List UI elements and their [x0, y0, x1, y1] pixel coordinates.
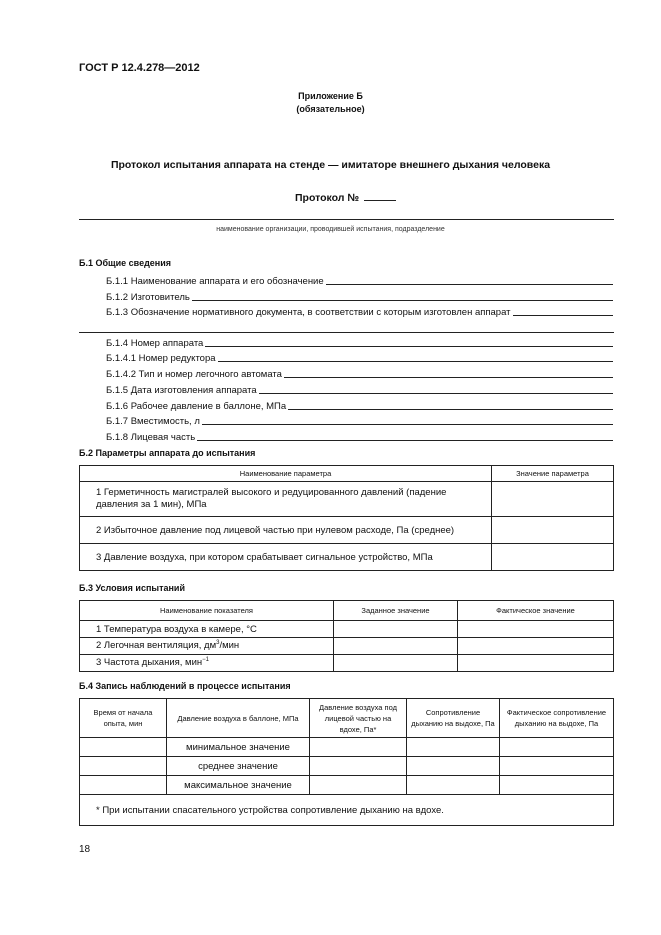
condition-unit: /мин [219, 640, 240, 652]
table-row [80, 776, 614, 795]
column-header: Фактическое значение [458, 601, 614, 621]
column-header: Наименование параметра [80, 466, 492, 482]
condition-actual-value [458, 655, 614, 672]
column-header: Наименование показателя [80, 601, 334, 621]
field-b1-4-1 [106, 351, 613, 364]
table-row [80, 757, 614, 776]
field-b1-6 [106, 399, 613, 412]
time-cell [80, 738, 167, 757]
inhale-pressure-cell [310, 738, 407, 757]
table-row [80, 621, 614, 638]
field-b1-3-continuation [79, 332, 614, 333]
column-header: Время от начала опыта, мин [80, 699, 167, 738]
field-line [288, 409, 613, 410]
parameter-name: 1 Герметичность магистралей высокого и редуцированного давлений (падение давления за 1 мин), МПа [80, 482, 492, 517]
condition-text: 3 Частота дыхания, мин [96, 657, 203, 669]
field-b1-3 [106, 305, 613, 318]
field-label: Б.1.4.2 Тип и номер легочного автомата [106, 369, 282, 380]
parameter-value [492, 544, 614, 571]
condition-target-value [334, 638, 458, 655]
conditions-table [79, 600, 614, 672]
table-row [80, 655, 614, 672]
table-row [80, 638, 614, 655]
column-header: Заданное значение [334, 601, 458, 621]
field-label: Б.1.2 Изготовитель [106, 292, 190, 303]
protocol-number-blank [364, 200, 396, 201]
table-row [80, 517, 614, 544]
condition-superscript: 3 [216, 640, 220, 647]
parameter-value [492, 517, 614, 544]
parameter-value [492, 482, 614, 517]
protocol-title: Протокол испытания аппарата на стенде — имитаторе внешнего дыхания человека [110, 159, 551, 171]
column-header: Давление воздуха под лицевой частью на вдохе, Па* [310, 699, 407, 738]
cylinder-pressure-cell: минимальное значение [167, 738, 310, 757]
footnote-row [80, 795, 614, 826]
section-b4-title: Б.4 Запись наблюдений в процессе испытания [79, 681, 291, 691]
field-label: Б.1.6 Рабочее давление в баллоне, МПа [106, 401, 287, 412]
field-line [197, 440, 613, 441]
condition-text: 1 Температура воздуха в камере, °С [96, 623, 257, 635]
inhale-pressure-cell [310, 757, 407, 776]
table-row [80, 544, 614, 571]
standard-code: ГОСТ Р 12.4.278—2012 [79, 62, 200, 74]
field-label: Б.1.7 Вместимость, л [106, 416, 200, 427]
column-header: Давление воздуха в баллоне, МПа [167, 699, 310, 738]
exhale-resistance-cell [407, 776, 500, 795]
page-number: 18 [79, 844, 91, 855]
field-line [326, 284, 613, 285]
field-label: Б.1.3 Обозначение нормативного документа, в соответствии с которым изготовлен аппарат [106, 307, 511, 318]
field-label: Б.1.5 Дата изготовления аппарата [106, 385, 257, 396]
exhale-resistance-cell [407, 757, 500, 776]
field-line [192, 300, 613, 301]
condition-text: 2 Легочная вентиляция, дм [96, 640, 217, 652]
appendix-note: (обязательное) [296, 104, 365, 114]
section-b3-title: Б.3 Условия испытаний [79, 583, 186, 593]
parameters-table [79, 465, 614, 571]
field-line [218, 361, 613, 362]
column-header: Фактическое сопротивление дыханию на выдохе, Па [500, 699, 614, 738]
condition-name [80, 655, 334, 672]
table-header-row [80, 466, 614, 482]
field-b1-7 [106, 414, 613, 427]
parameter-name: 3 Давление воздуха, при котором срабатывает сигнальное устройство, МПа [80, 544, 492, 571]
field-label: Б.1.8 Лицевая часть [106, 432, 196, 443]
field-b1-8 [106, 430, 613, 443]
field-label: Б.1.1 Наименование аппарата и его обозначение [106, 276, 324, 287]
condition-name [80, 638, 334, 655]
actual-resistance-cell [500, 738, 614, 757]
field-b1-1 [106, 274, 613, 287]
column-header: Значение параметра [492, 466, 614, 482]
condition-target-value [334, 621, 458, 638]
inhale-pressure-cell [310, 776, 407, 795]
condition-target-value [334, 655, 458, 672]
field-b1-2 [106, 290, 613, 303]
condition-superscript: −1 [202, 657, 209, 664]
section-b1-title: Б.1 Общие сведения [79, 258, 172, 268]
protocol-number [295, 192, 396, 204]
condition-actual-value [458, 638, 614, 655]
section-b2-title: Б.2 Параметры аппарата до испытания [79, 448, 256, 458]
exhale-resistance-cell [407, 738, 500, 757]
field-label: Б.1.4 Номер аппарата [106, 338, 204, 349]
field-b1-5 [106, 383, 613, 396]
time-cell [80, 776, 167, 795]
table-row [80, 738, 614, 757]
actual-resistance-cell [500, 757, 614, 776]
table-header-row [80, 601, 614, 621]
field-line [259, 393, 613, 394]
table-header-row [80, 699, 614, 738]
field-line [202, 424, 613, 425]
field-b1-4-2 [106, 367, 613, 380]
observations-table [79, 698, 614, 826]
field-line [284, 377, 613, 378]
field-line [513, 315, 613, 316]
protocol-number-label: Протокол № [295, 192, 360, 204]
org-caption: наименование организации, проводившей испытания, подразделение [216, 226, 445, 233]
field-b1-4 [106, 336, 613, 349]
cylinder-pressure-cell: среднее значение [167, 757, 310, 776]
org-line [79, 219, 614, 220]
cylinder-pressure-cell: максимальное значение [167, 776, 310, 795]
condition-name [80, 621, 334, 638]
field-line [205, 346, 613, 347]
time-cell [80, 757, 167, 776]
condition-actual-value [458, 621, 614, 638]
column-header: Сопротивление дыханию на выдохе, Па [407, 699, 500, 738]
table-row [80, 482, 614, 517]
field-label: Б.1.4.1 Номер редуктора [106, 353, 216, 364]
actual-resistance-cell [500, 776, 614, 795]
footnote: * При испытании спасательного устройства сопротивление дыханию на вдохе. [80, 795, 614, 826]
parameter-name: 2 Избыточное давление под лицевой частью при нулевом расходе, Па (среднее) [80, 517, 492, 544]
appendix-title: Приложение Б [298, 91, 363, 101]
